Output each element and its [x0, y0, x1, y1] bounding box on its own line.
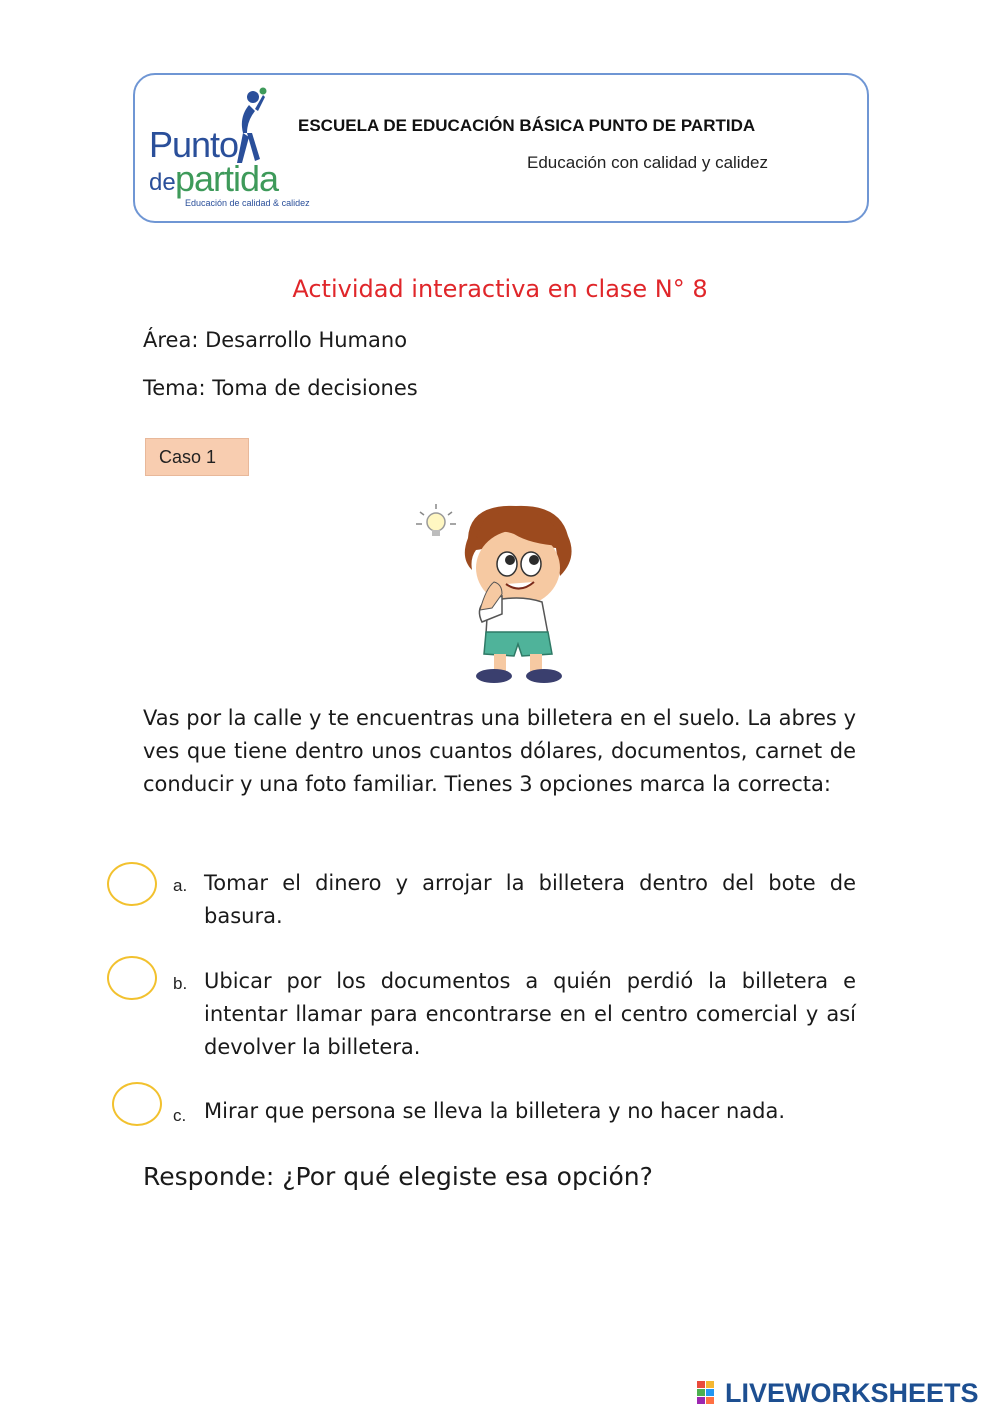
activity-title: Actividad interactiva en clase N° 8 — [292, 275, 708, 303]
option-c-text: Mirar que persona se lleva la billetera y no hacer nada. — [204, 1099, 786, 1123]
liveworksheets-text: LIVEWORKSHEETS — [725, 1377, 979, 1408]
option-c-letter: c. — [173, 1106, 187, 1125]
logo-text-partida: partida — [175, 158, 279, 199]
logo-text-de: de — [149, 169, 176, 196]
school-motto: Educación con calidad y calidez — [527, 153, 768, 172]
logo-tagline: Educación de calidad & calidez — [185, 198, 310, 208]
lightbulb-icon — [416, 504, 456, 536]
option-b-text: Ubicar por los documentos a quién perdió la billetera e intentar llamar para encontrarse en el centro comercial y así devolver la billetera. — [204, 969, 856, 1059]
liveworksheets-brand — [697, 1378, 979, 1408]
header-box — [133, 73, 869, 223]
area-label: Área: Desarrollo Humano — [143, 328, 408, 352]
option-b-choice-circle[interactable] — [107, 956, 157, 1000]
scenario-paragraph: Vas por la calle y te encuentras una billetera en el suelo. La abres y ves que tiene dentro unos cuantos dólares, documentos, carnet de conducir y una foto familiar. Tienes 3 opciones marca la correcta: — [143, 706, 856, 796]
option-a-choice-circle[interactable] — [107, 862, 157, 906]
option-a-text: Tomar el dinero y arrojar la billetera dentro del bote de basura. — [204, 871, 856, 928]
topic-label: Tema: Toma de decisiones — [143, 376, 418, 400]
school-name: ESCUELA DE EDUCACIÓN BÁSICA PUNTO DE PARTIDA — [298, 116, 756, 135]
liveworksheets-logo-icon — [697, 1381, 723, 1405]
case-badge: Caso 1 — [145, 438, 249, 476]
logo-text-punto: Punto — [149, 124, 239, 165]
option-a-letter: a. — [173, 876, 188, 895]
school-logo — [147, 87, 310, 212]
thinking-boy-illustration — [410, 498, 590, 686]
option-c-choice-circle[interactable] — [112, 1082, 162, 1126]
option-b-letter: b. — [173, 974, 188, 993]
response-question: Responde: ¿Por qué elegiste esa opción? — [143, 1162, 653, 1191]
